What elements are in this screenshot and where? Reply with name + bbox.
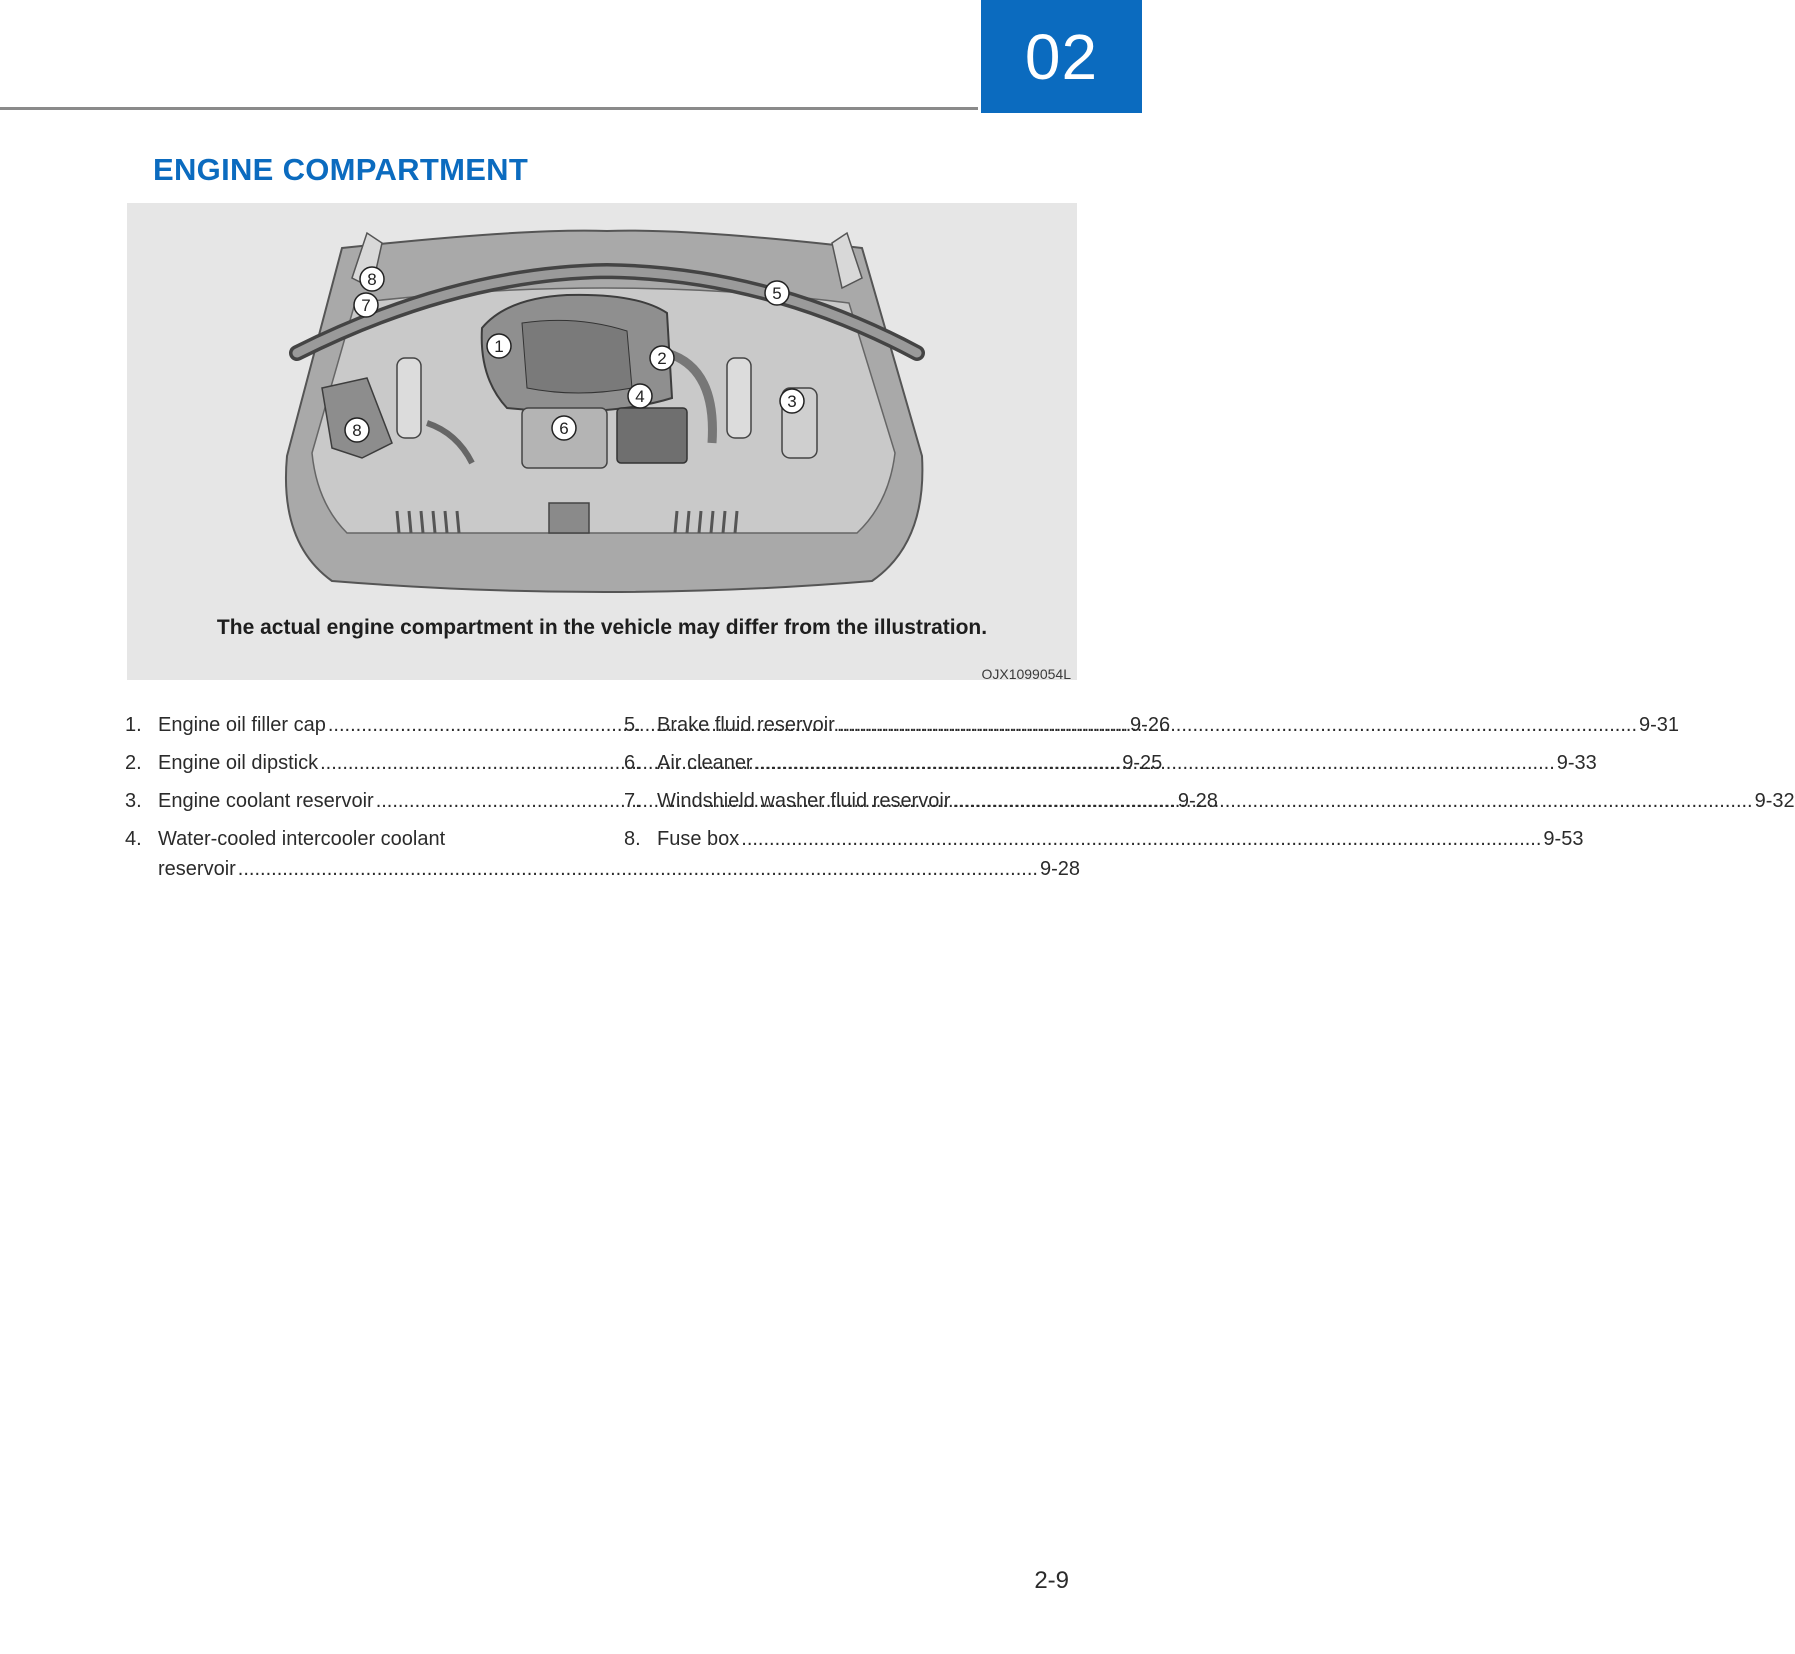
item-label: Air cleaner bbox=[657, 752, 753, 774]
callout-6-label: 6 bbox=[559, 419, 569, 438]
item-number: 7. bbox=[624, 790, 641, 812]
callout-8-top bbox=[360, 267, 384, 291]
item-page-ref: 9-32 bbox=[1754, 790, 1795, 812]
callout-8-left bbox=[345, 418, 369, 442]
item-number: 4. bbox=[125, 828, 142, 850]
callout-4 bbox=[628, 384, 652, 408]
callout-1 bbox=[487, 334, 511, 358]
item-label: Brake fluid reservoir bbox=[657, 714, 835, 736]
item-page-ref: 9-28 bbox=[1039, 858, 1080, 880]
item-label: Fuse box bbox=[657, 828, 740, 850]
figure-caption: The actual engine compartment in the vehicle may differ from the illustration. bbox=[216, 616, 988, 639]
item-label: Engine oil dipstick bbox=[158, 752, 319, 774]
callout-2-label: 2 bbox=[657, 349, 667, 368]
figure-code: OJX1099054L bbox=[981, 666, 1071, 682]
item-page-ref: 9-33 bbox=[1556, 752, 1597, 774]
callout-1-label: 1 bbox=[494, 337, 504, 356]
item-label: Engine coolant reservoir bbox=[158, 790, 374, 812]
page-title: ENGINE COMPARTMENT bbox=[153, 152, 529, 187]
item-number: 5. bbox=[624, 714, 641, 736]
item-page-ref: 9-25 bbox=[1122, 752, 1163, 774]
callout-6 bbox=[552, 416, 576, 440]
callout-8-top-label: 8 bbox=[367, 270, 377, 289]
item-number: 3. bbox=[125, 790, 142, 812]
item-page-ref: 9-31 bbox=[1639, 714, 1680, 736]
callout-5-label: 5 bbox=[772, 284, 782, 303]
item-label: Engine oil filler cap bbox=[158, 714, 326, 736]
chapter-tab: 02 bbox=[981, 0, 1142, 113]
callout-7-label: 7 bbox=[361, 296, 371, 315]
callout-2 bbox=[650, 346, 674, 370]
dot-leader bbox=[837, 710, 1637, 740]
item-number: 1. bbox=[125, 714, 142, 736]
engine-illustration bbox=[127, 203, 1077, 680]
item-number: 6. bbox=[624, 752, 641, 774]
callout-8-left-label: 8 bbox=[352, 421, 362, 440]
callout-5 bbox=[765, 281, 789, 305]
page-number: 2-9 bbox=[1034, 1567, 1069, 1594]
header-rule bbox=[0, 107, 978, 110]
callout-3 bbox=[780, 389, 804, 413]
item-label-continued: reservoir bbox=[158, 858, 236, 880]
item-page-ref: 9-28 bbox=[1177, 790, 1218, 812]
dot-leader bbox=[755, 748, 1555, 778]
callout-7 bbox=[354, 293, 378, 317]
item-page-ref: 9-53 bbox=[1543, 828, 1584, 850]
dot-leader bbox=[741, 824, 1541, 854]
item-page-ref: 9-26 bbox=[1130, 714, 1171, 736]
callout-3-label: 3 bbox=[787, 392, 797, 411]
item-label: Water-cooled intercooler coolant bbox=[158, 828, 446, 850]
item-number: 2. bbox=[125, 752, 142, 774]
item-label: Windshield washer fluid reservoir bbox=[657, 790, 951, 812]
dot-leader bbox=[952, 786, 1752, 816]
callout-4-label: 4 bbox=[635, 387, 645, 406]
item-number: 8. bbox=[624, 828, 641, 850]
list-item bbox=[624, 824, 1584, 854]
